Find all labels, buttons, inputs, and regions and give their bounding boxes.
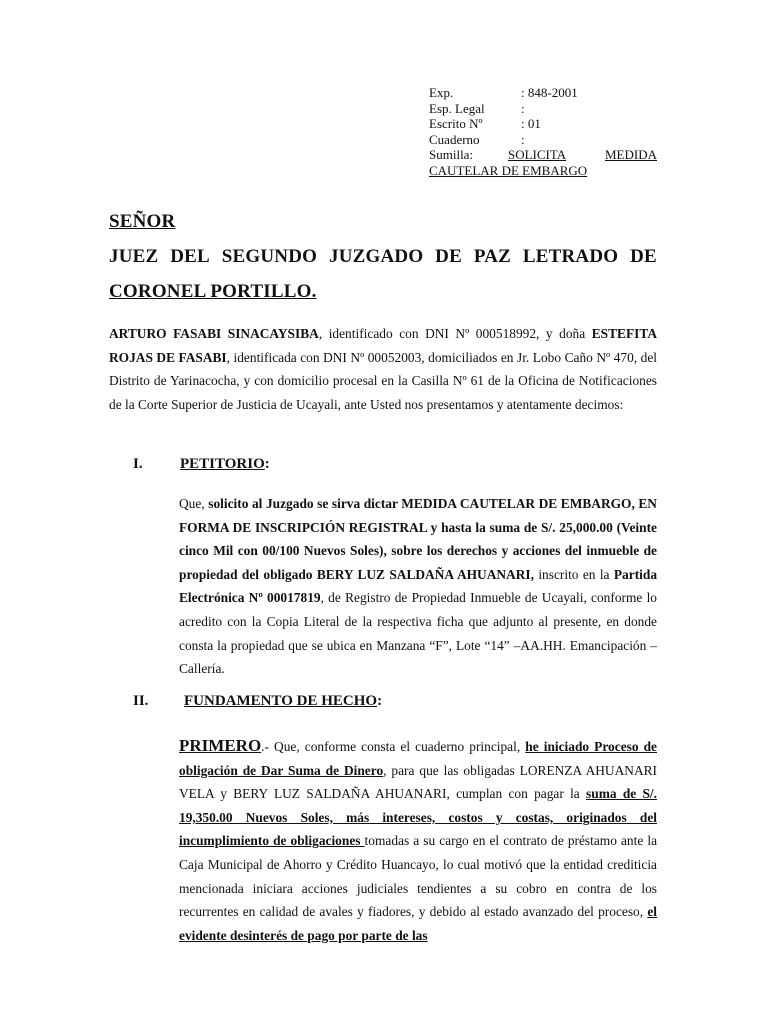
judge-word: JUZGADO <box>329 246 424 267</box>
petitorio-text-1: inscrito en la <box>533 566 614 582</box>
sumilla-value <box>508 147 657 163</box>
exp-label: Exp. <box>429 85 454 100</box>
exp-value: : 848-2001 <box>521 85 578 100</box>
section-number: I. <box>133 456 143 472</box>
petitioner-1-name: ARTURO FASABI SINACAYSIBA <box>109 326 319 341</box>
escrito-label: Escrito Nº <box>429 116 483 131</box>
judge-word: LETRADO <box>522 246 619 267</box>
cuaderno-row <box>429 132 657 148</box>
sumilla-word-1: SOLICITA <box>508 147 567 162</box>
petitorio-text-2: , de Registro de Propiedad Inmueble de Ucayali, conforme lo acredito con la <box>179 590 657 629</box>
fundamento-text-1: , para que las obligadas LORENZA AHUANARI VELA y BERY LUZ SALDAÑA AHUANARI, cumplan con pagar la <box>179 762 658 802</box>
judge-word: DE <box>630 246 657 267</box>
escrito-row <box>429 116 657 132</box>
petitorio-copia: Copia <box>266 613 299 629</box>
esp-legal-label: Esp. Legal <box>429 100 485 116</box>
intro-paragraph <box>109 322 657 416</box>
petitorio-que: Que, <box>179 496 209 511</box>
sumilla-word-2: MEDIDA <box>605 147 657 162</box>
case-header <box>429 85 657 178</box>
judge-word: DE <box>435 246 462 267</box>
intro-text-2: , identificada con DNI Nº 00052003, domiciliados en Jr. Lobo Caño Nº 470, del Distrito de Yarinacocha, y con domicilio procesal en la Casilla Nº 61 de la Oficina de Notificaciones de la Corte Superior de Justicia de Ucayali, ante Usted nos presentamos y atentamente decimos: <box>109 349 657 412</box>
petitorio-partida: Partida Electrónica Nº 00017819 <box>179 566 658 606</box>
fundamento-desinteres: el evidente desinterés de pago por parte de las <box>179 904 657 943</box>
fundamento-proceso: he iniciado Proceso de obligación de Dar Suma de Dinero <box>179 739 657 778</box>
fundamento-paragraph <box>179 734 657 947</box>
fundamento-text-2: tomadas a su cargo en el contrato de préstamo ante la Caja Municipal de Ahorro y Crédito Huancayo, lo cual motivó que la entidad crediticia mencionada iniciara acciones judiciales tendientes a su cobro en contra de los recurrentes en calidad de avales y fiadores, y debido al estado avanzado del proceso, <box>179 833 658 920</box>
section-title: PETITORIO: <box>180 456 270 472</box>
petitorio-text-3: Literal de la respectiva ficha que adjunto al presente, en donde consta la propiedad que se ubica en Manzana “F”, Lote “14” –AA.HH. Emancipación – Callería. <box>179 613 657 677</box>
judge-word: DEL <box>170 246 210 267</box>
intro-text-1: , identificado con DNI Nº 000518992, y doña <box>318 326 592 341</box>
esp-legal-row <box>429 101 657 117</box>
addressee-judge <box>109 246 657 268</box>
judge-word: PAZ <box>473 246 512 267</box>
petitorio-paragraph <box>179 492 657 681</box>
petitioner-2-name: ESTEFITA ROJAS DE FASABI <box>109 326 657 365</box>
sumilla-row <box>429 147 657 163</box>
petitorio-request: solicito al Juzgado se sirva dictar MEDIDA CAUTELAR DE EMBARGO, EN FORMA DE INSCRIPCIÓN REGISTRAL y hasta la suma de S/. 25,000.00 (Veinte cinco Mil con 00/100 Nuevos Soles), sobre los derechos y acciones del inmueble de propiedad del obligado BERY LUZ SALDAÑA AHUANARI, <box>179 496 657 582</box>
cuaderno-value: : <box>521 131 525 147</box>
escrito-value: : 01 <box>521 116 541 131</box>
fundamento-text-0: .- Que, conforme consta el cuaderno principal, <box>261 739 526 754</box>
sumilla-label: Sumilla: <box>429 147 474 162</box>
section-number: II. <box>133 693 149 709</box>
cuaderno-label: Cuaderno <box>429 131 480 147</box>
fundamento-suma: suma de S/. 19,350.00 Nuevos Soles, más intereses, costos y costas, originados del incumplimiento de obligaciones <box>179 786 657 849</box>
judge-word: JUEZ <box>109 246 159 267</box>
judge-word: SEGUNDO <box>221 246 318 267</box>
esp-legal-value: : <box>521 100 525 116</box>
addressee-jurisdiction: CORONEL PORTILLO. <box>109 281 317 302</box>
addressee-senor: SEÑOR <box>109 211 176 232</box>
sumilla-line-2: CAUTELAR DE EMBARGO <box>429 162 588 178</box>
exp-row <box>429 85 657 101</box>
section-title: FUNDAMENTO DE HECHO: <box>184 693 383 709</box>
primero-label: PRIMERO <box>179 736 262 755</box>
sumilla-row-2 <box>429 163 657 179</box>
